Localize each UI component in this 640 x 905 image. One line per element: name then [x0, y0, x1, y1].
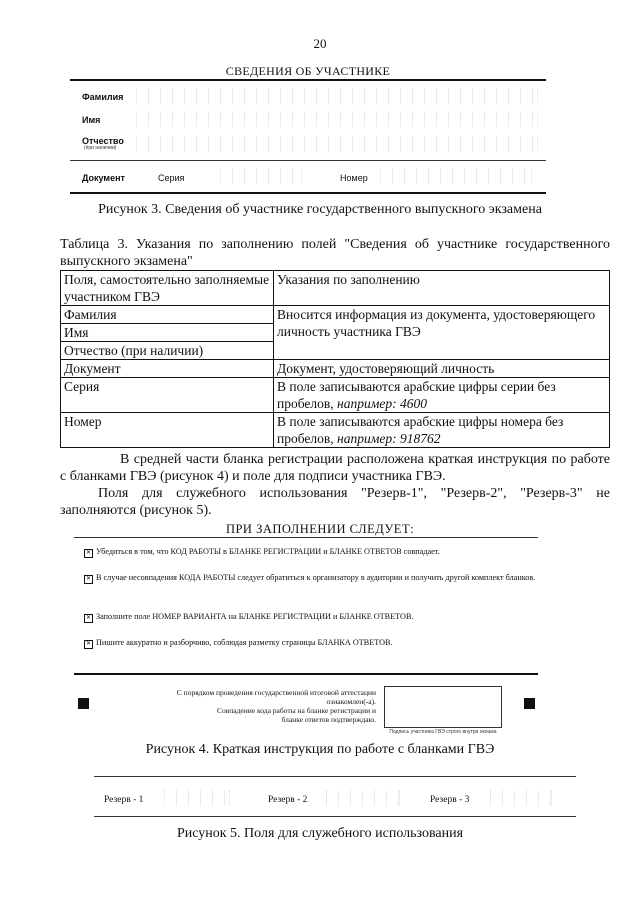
row-surname: Фамилия	[61, 306, 274, 324]
signature-caption: Подпись участника ГВЭ строго внутри окошка	[389, 729, 497, 735]
series-example: например: 4600	[337, 396, 427, 411]
row-fio-instruction: Вносится информация из документа, удостоверяющего личность участника ГВЭ	[274, 306, 610, 360]
reserve-3-label: Резерв - 3	[430, 795, 470, 805]
ack-line-4: бланке ответов подтверждаю.	[281, 715, 376, 724]
checkbox-icon: ✕	[85, 615, 92, 621]
checkbox-icon: ✕	[85, 576, 92, 582]
table-row	[61, 306, 610, 324]
number-cells[interactable]	[380, 168, 532, 184]
acknowledgement-text	[120, 688, 376, 724]
document-label: Документ	[82, 173, 125, 183]
instructions-top-rule	[74, 537, 538, 538]
surname-cells[interactable]	[136, 88, 538, 104]
table-row	[61, 360, 610, 378]
name-label: Имя	[82, 115, 101, 125]
instruction-item-4-text: Пишите аккуратно и разборчиво, соблюдая разметку страницы БЛАНКА ОТВЕТОВ.	[96, 638, 393, 647]
row-number: Номер	[61, 413, 274, 448]
instructions-title: ПРИ ЗАПОЛНЕНИИ СЛЕДУЕТ:	[225, 522, 415, 536]
table-header-row	[61, 271, 610, 306]
figure3-caption: Рисунок 3. Сведения об участнике государственного выпускного экзамена	[98, 202, 542, 217]
table3-caption: Таблица 3. Указания по заполнению полей "Сведения об участнике государственного выпускного экзамена"	[60, 237, 610, 269]
series-cells[interactable]	[220, 168, 302, 184]
paragraph-2: Поля для служебного использования "Резерв-1", "Резерв-2", "Резерв-3" не заполняются (рисунок 5).	[60, 486, 610, 518]
left-marker-square	[78, 698, 89, 709]
reserve-3-cells	[490, 790, 552, 806]
patronymic-label: Отчество	[82, 136, 124, 146]
row-number-instruction	[274, 413, 610, 448]
ack-line-3: Совпадение кода работы на бланке регистрации и	[216, 706, 376, 715]
ack-line-1: С порядком проведения государственной итоговой аттестации	[176, 688, 376, 697]
figure5-caption: Рисунок 5. Поля для служебного использования	[176, 826, 464, 841]
reserve-2-label: Резерв - 2	[268, 795, 308, 805]
number-label: Номер	[340, 173, 368, 183]
instruction-item-1-text: Убедиться в том, что КОД РАБОТЫ в БЛАНКЕ РЕГИСТРАЦИИ и БЛАНКЕ ОТВЕТОВ совпадает.	[96, 547, 440, 556]
row-document: Документ	[61, 360, 274, 378]
reserve-bottom-rule	[94, 816, 576, 817]
table-row	[61, 413, 610, 448]
form-title: СВЕДЕНИЯ ОБ УЧАСТНИКЕ	[225, 64, 391, 78]
number-instruction-text: В поле записываются арабские цифры номера без пробелов,	[277, 414, 564, 446]
patronymic-cells[interactable]	[136, 136, 538, 152]
series-label: Серия	[158, 173, 185, 183]
reserve-2-cells	[326, 790, 400, 806]
reserve-top-rule	[94, 776, 576, 777]
row-document-instruction: Документ, удостоверяющий личность	[274, 360, 610, 378]
instruction-item-1	[84, 546, 554, 558]
name-cells[interactable]	[136, 111, 538, 127]
instruction-item-3-text: Заполните поле НОМЕР ВАРИАНТА на БЛАНКЕ РЕГИСТРАЦИИ и БЛАНКЕ ОТВЕТОВ.	[96, 612, 414, 621]
page-number: 20	[313, 36, 327, 51]
patronymic-note: (при наличии)	[84, 145, 117, 151]
right-marker-square	[524, 698, 535, 709]
form-top-rule	[70, 79, 546, 81]
reserve-1-cells	[164, 790, 230, 806]
row-series: Серия	[61, 378, 274, 413]
signature-box[interactable]	[384, 686, 502, 728]
form-mid-rule	[70, 160, 546, 161]
row-patronymic: Отчество (при наличии)	[61, 342, 274, 360]
row-series-instruction	[274, 378, 610, 413]
table-header-col2: Указания по заполнению	[274, 271, 610, 306]
checkbox-icon: ✕	[85, 641, 92, 647]
instruction-item-3	[84, 611, 554, 623]
instruction-item-2-text: В случае несовпадения КОДА РАБОТЫ следует обратиться к организатору в аудитории и получить другой комплект бланков.	[96, 573, 536, 582]
instruction-item-4	[84, 637, 554, 649]
row-name: Имя	[61, 324, 274, 342]
instructions-bottom-rule	[74, 673, 538, 675]
surname-label: Фамилия	[82, 92, 124, 102]
form-bottom-rule	[70, 192, 546, 194]
figure4-caption: Рисунок 4. Краткая инструкция по работе с бланками ГВЭ	[145, 742, 495, 757]
checkbox-icon: ✕	[85, 550, 92, 556]
series-instruction-text: В поле записываются арабские цифры серии без пробелов,	[277, 379, 556, 411]
number-example: например: 918762	[337, 431, 441, 446]
table-row	[61, 378, 610, 413]
paragraph-1: В средней части бланка регистрации расположена краткая инструкция по работе с бланками ГВЭ (рисунок 4) и поле для подписи участника ГВЭ.	[60, 452, 610, 484]
table3	[60, 270, 610, 448]
reserve-1-label: Резерв - 1	[104, 795, 144, 805]
instruction-item-2	[84, 572, 554, 584]
ack-line-2: ознакомлен(-а).	[326, 697, 376, 706]
table-header-col1: Поля, самостоятельно заполняемые участником ГВЭ	[61, 271, 274, 306]
